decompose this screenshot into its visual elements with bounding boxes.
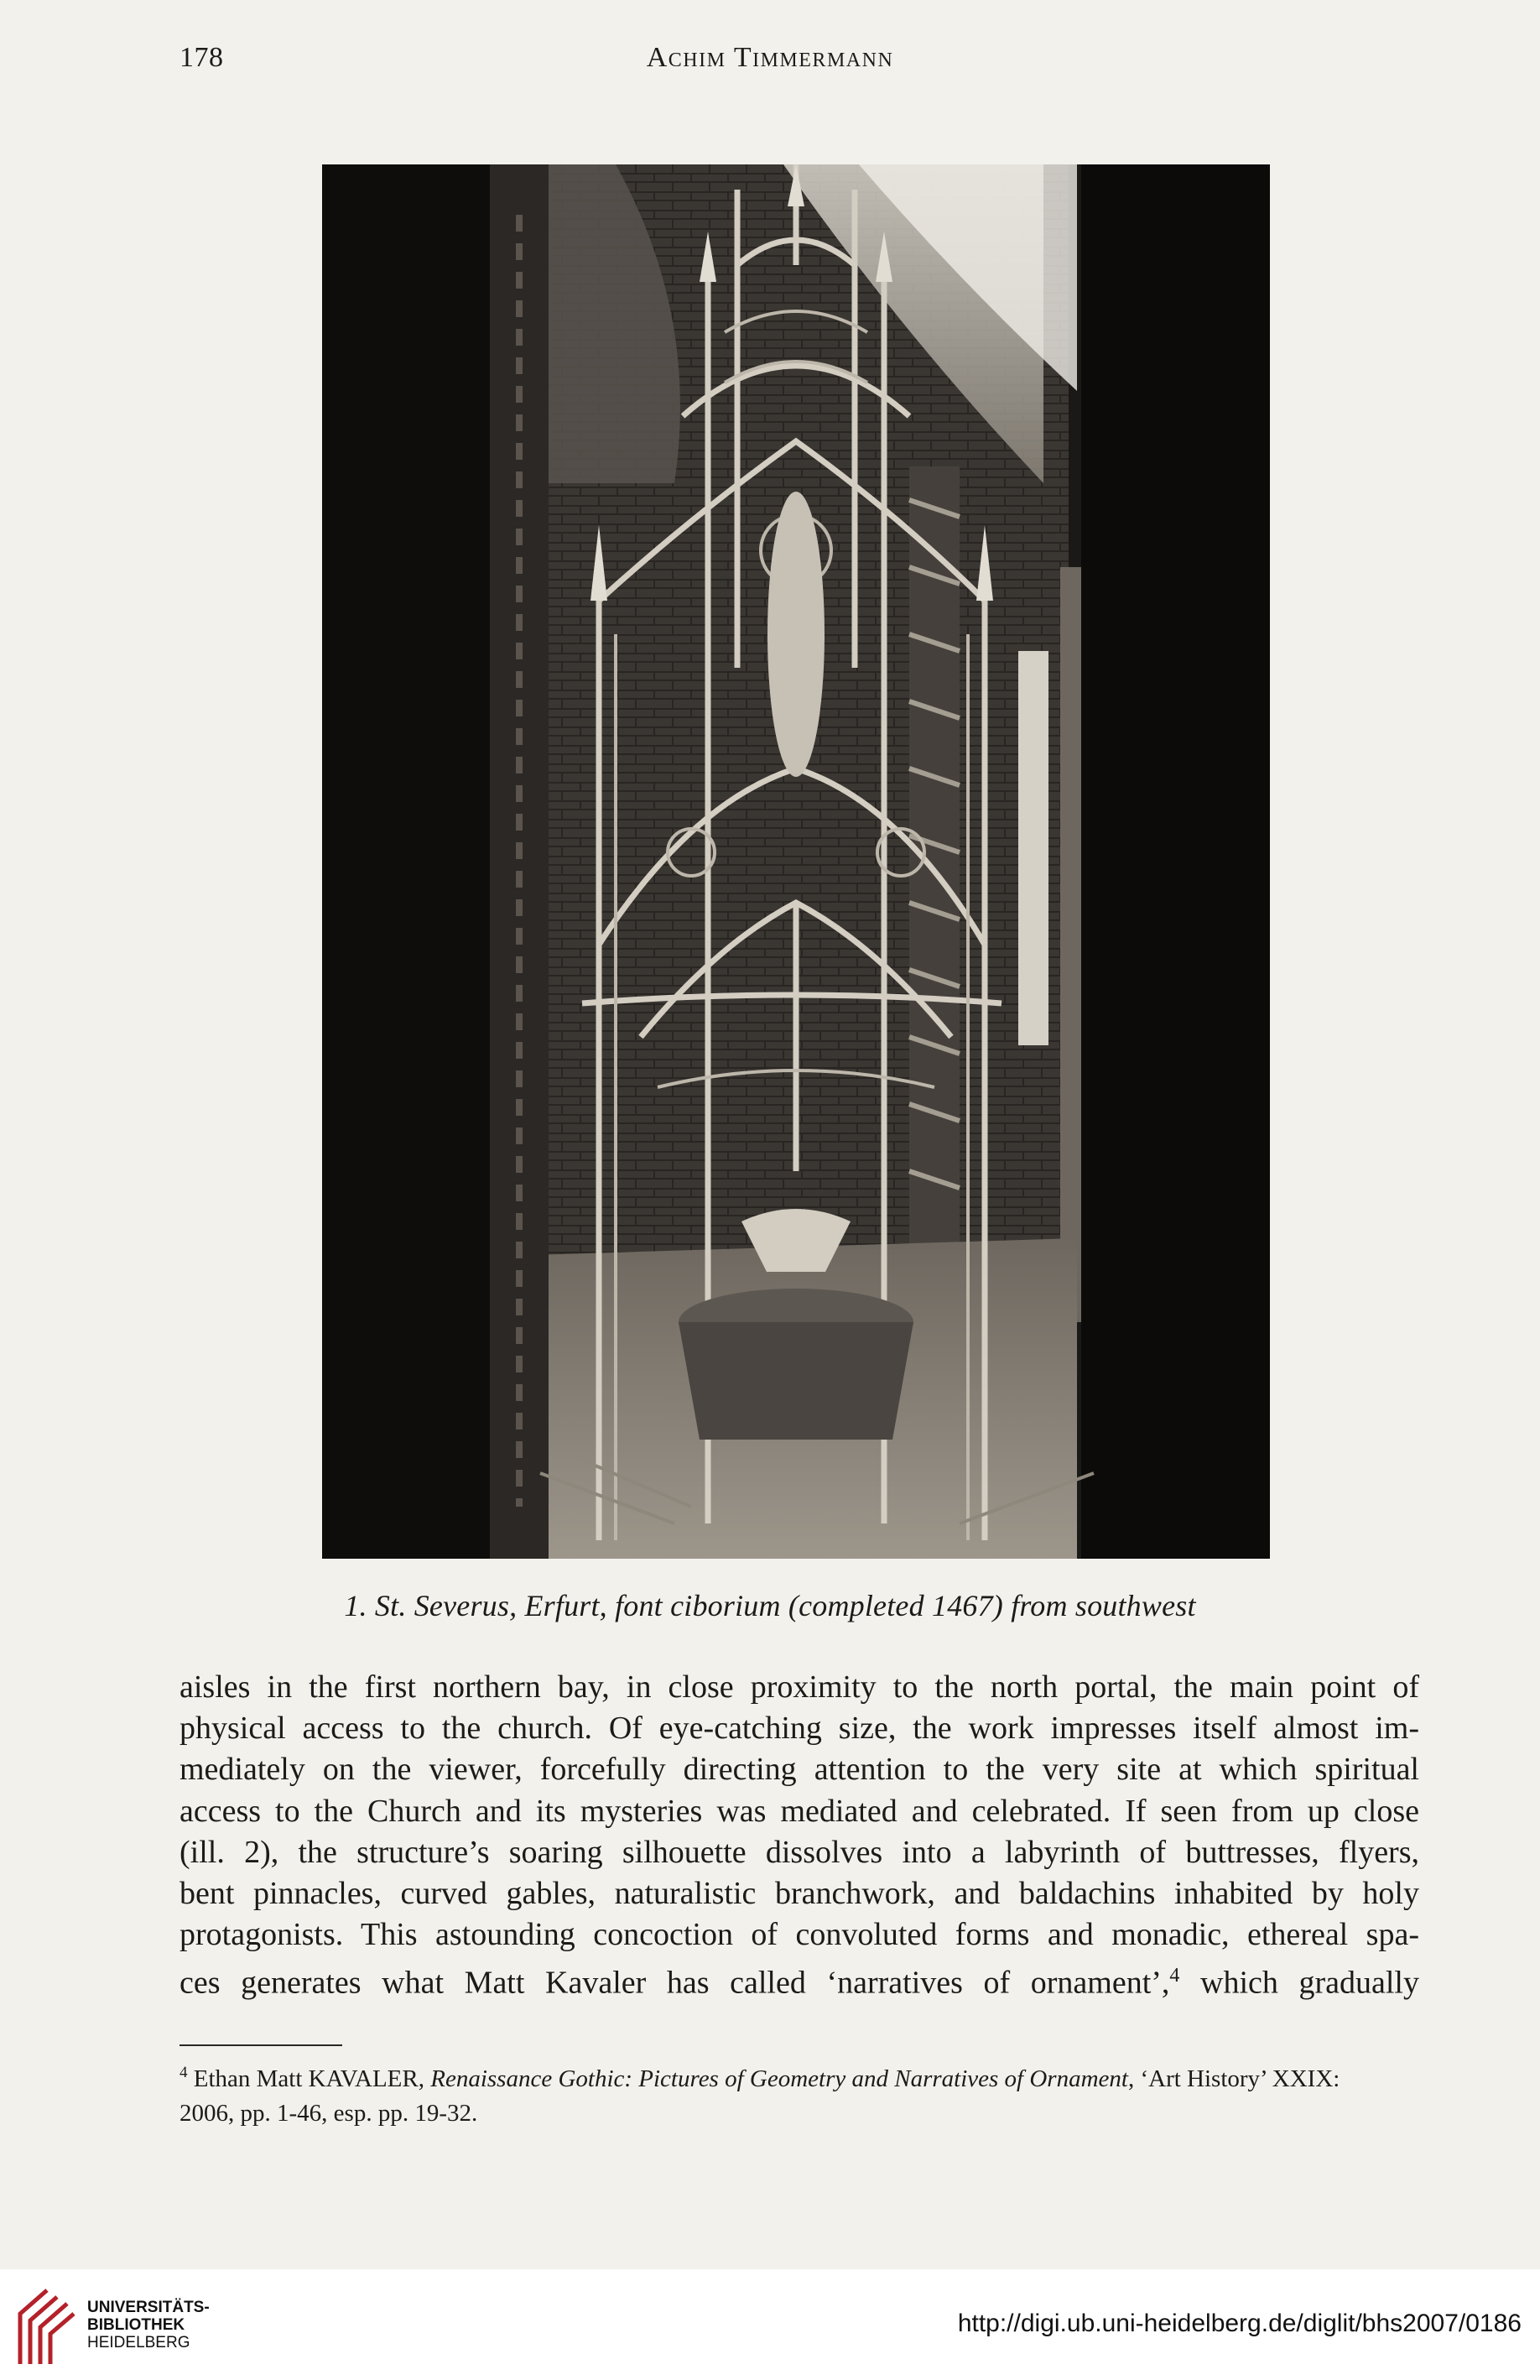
library-name-line: HEIDELBERG: [87, 2334, 190, 2351]
library-logo-icon: [13, 2280, 79, 2367]
body-paragraph: [179, 1667, 1419, 2004]
body-line: (ill. 2), the structure’s soaring silhouette dissolves into a labyrinth of buttresses, flyers,: [179, 1834, 1419, 1870]
body-line: access to the Church and its mysteries was mediated and celebrated. If seen from up close: [179, 1793, 1419, 1829]
body-line: protagonists. This astounding concoction of convoluted forms and monadic, ethereal spa-: [179, 1917, 1419, 1953]
page-number: 178: [179, 42, 224, 73]
footnote: [179, 2055, 1419, 2131]
body-line: aisles in the first northern bay, in close proximity to the north portal, the main point of: [179, 1669, 1419, 1705]
figure-photograph: [322, 164, 1270, 1559]
body-line-text-end: which gradually: [1179, 1966, 1419, 2002]
figure-caption: 1. St. Severus, Erfurt, font ciborium (completed 1467) from southwest: [344, 1589, 1196, 1622]
library-name: [87, 2299, 210, 2351]
footnote-title: Renaissance Gothic: Pictures of Geometry and Narratives of Ornament: [430, 2065, 1128, 2092]
footnote-number: 4: [179, 2064, 188, 2081]
source-url-link[interactable]: http://digi.ub.uni-heidelberg.de/diglit/bhs2007/0186: [957, 2310, 1522, 2337]
library-name-line: BIBLIOTHEK: [87, 2316, 185, 2334]
footnote-pages: 2006, pp. 1-46, esp. pp. 19-32.: [179, 2100, 478, 2127]
body-line: physical access to the church. Of eye-catching size, the work impresses itself almost im-: [179, 1711, 1419, 1747]
footnote-author: Ethan Matt KAVALER,: [187, 2065, 431, 2092]
running-head: Achim Timmermann: [646, 42, 894, 73]
footnote-divider: [179, 2044, 342, 2046]
body-line: mediately on the viewer, forcefully directing attention to the very site at which spiritual: [179, 1752, 1419, 1788]
footnote-reference[interactable]: 4: [1169, 1965, 1180, 1987]
body-line: bent pinnacles, curved gables, naturalistic branchwork, and baldachins inhabited by holy: [179, 1876, 1419, 1912]
body-line-text: ces generates what Matt Kavaler has called ‘narratives of ornament’,: [179, 1966, 1170, 2002]
font-ciborium-photo: [322, 164, 1270, 1559]
library-name-line: UNIVERSITÄTS-: [87, 2299, 210, 2316]
body-line: [179, 1956, 1419, 2004]
footnote-journal: , ‘Art History’ XXIX:: [1127, 2065, 1340, 2092]
